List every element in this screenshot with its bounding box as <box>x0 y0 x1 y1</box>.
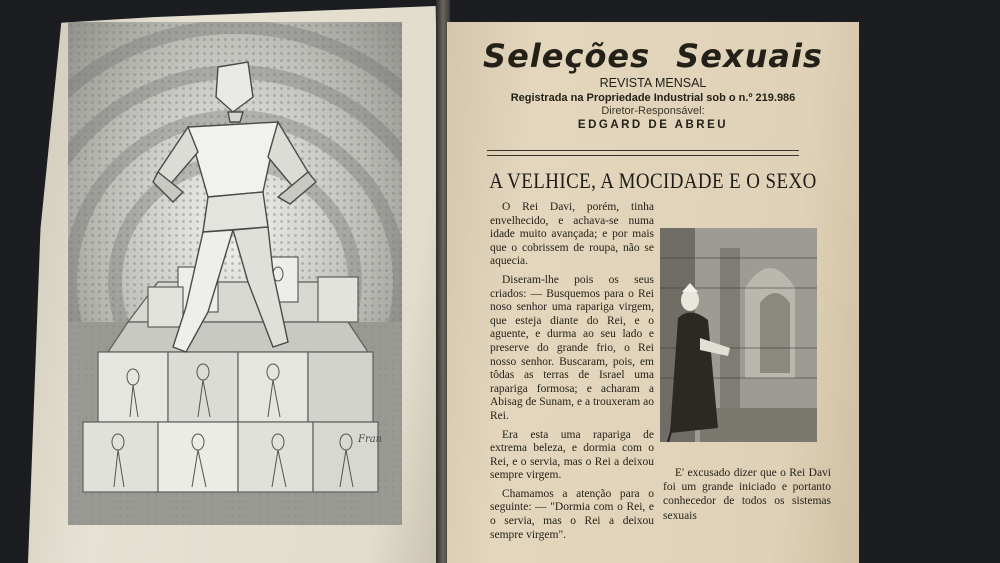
director-name: EDGARD DE ABREU <box>577 119 729 131</box>
magazine-subtitle: REVISTA MENSAL <box>599 76 707 90</box>
article-column-right <box>663 466 831 523</box>
artist-signature: Fran <box>358 434 383 445</box>
article-paragraph: Era esta uma rapariga de extrema beleza, e dormia com o Rei, e o servia, mas o Rei a deixou sempre virgem. <box>490 428 654 482</box>
article-paragraph: Diseram-lhe pois os seus criados: — Busquemos para o Rei noso senhor uma rapariga virgem, que esteja diante do Rei, e o aguente, e durma ao seu lado e preserve do grande frio, o Rei nosso senhor. Buscaram, pois, em tôdas as terras de Israel uma rapariga formosa; e acharam a Abisag de Sunam, e a trouxeram ao Rei. <box>490 273 654 422</box>
article-column-left <box>490 201 654 547</box>
magazine-title <box>447 36 859 76</box>
figure-illustration <box>68 22 402 525</box>
header-rule-bottom <box>487 155 799 156</box>
director-label: Diretor-Responsável: <box>601 105 705 117</box>
registration-line: Registrada na Propriedade Industrial sob o n.º 219.986 <box>510 92 796 104</box>
header-rule-top <box>487 150 799 151</box>
magazine-title-word1: Seleções <box>483 37 651 75</box>
article-paragraph: E' excusado dizer que o Rei Davi foi um grande iniciado e portanto conhecedor de todos os sistemas sexuais <box>663 467 831 522</box>
article-headline: A VELHICE, A MOCIDADE E O SEXO <box>489 168 817 193</box>
article-paragraph: Chamamos a atenção para o seguinte: — "Dormia com o Rei, e o servia, mas o Rei a deixou sempre virgem". <box>490 487 654 541</box>
king-david-illustration <box>660 228 817 442</box>
article-paragraph: O Rei Davi, porém, tinha envelhecido, e achava-se numa idade muito avançada; e por mais que o cobrissem de roupa, não se aquecia. <box>490 201 654 268</box>
magazine-title-word2: Sexuais <box>676 37 823 75</box>
masthead <box>447 36 859 133</box>
